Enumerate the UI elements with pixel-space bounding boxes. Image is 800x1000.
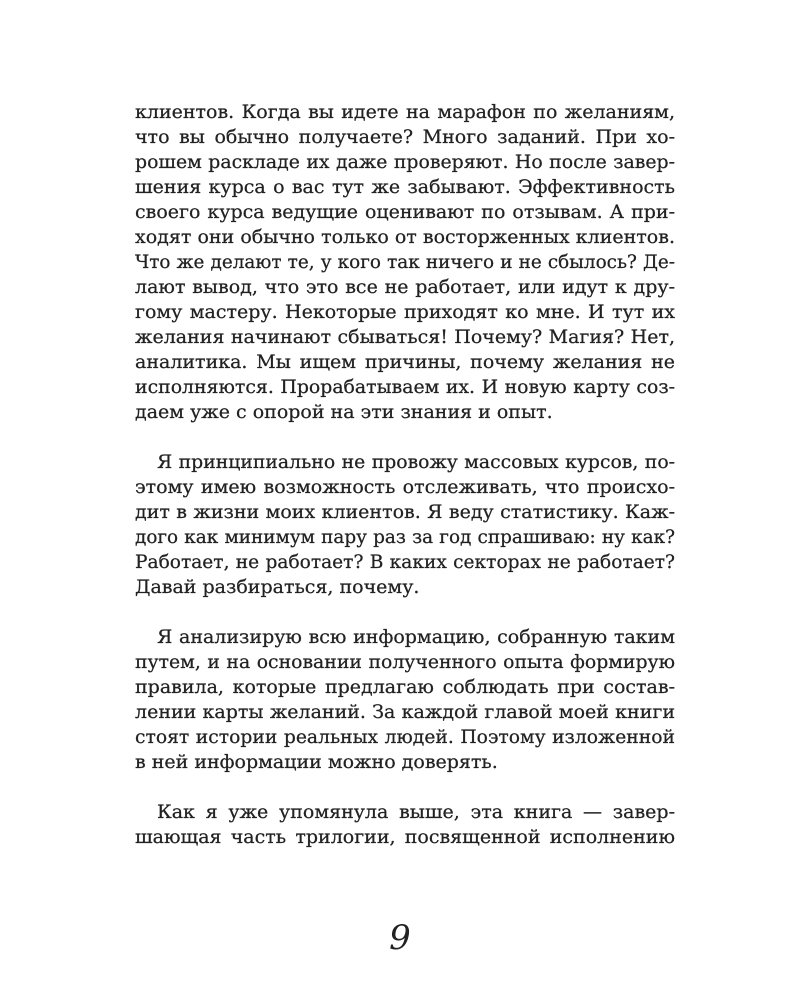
body-text <box>135 100 675 850</box>
text-line: шения курса о вас тут же забывают. Эффективность <box>135 176 675 198</box>
text-line: путем, и на основании полученного опыта формирую <box>135 652 675 673</box>
text-line: аналитика. Мы ищем причины, почему желания не <box>135 351 675 373</box>
text-line: желания начинают сбываться! Почему? Магия? Нет, <box>135 326 675 348</box>
paragraph-gap <box>135 425 675 450</box>
text-line: Я анализирую всю информацию, собранную таким <box>157 626 675 648</box>
paragraph-4 <box>135 800 675 850</box>
text-line: лении карты желаний. За каждой главой моей книги <box>135 701 675 723</box>
paragraph-1 <box>135 100 675 425</box>
paragraph-gap <box>135 600 675 625</box>
text-line: клиентов. Когда вы идете на марафон по желаниям, <box>135 101 675 123</box>
paragraph-2 <box>135 450 675 600</box>
text-line: Я принципиально не провожу массовых курсов, по- <box>157 452 675 473</box>
text-line: что вы обычно получаете? Много заданий. При хо- <box>135 126 675 148</box>
text-line: правила, которые предлагаю соблюдать при состав- <box>135 676 675 698</box>
text-line: дого как минимум пару раз за год спрашиваю: ну как? <box>135 527 675 548</box>
text-line: дит в жизни моих клиентов. Я веду статистику. Каж- <box>135 501 675 523</box>
text-line: ходят они обычно только от восторженных клиентов. <box>135 226 675 248</box>
paragraph-3 <box>135 625 675 775</box>
text-line: своего курса ведущие оценивают по отзывам. А при- <box>135 201 675 223</box>
text-line: гому мастеру. Некоторые приходят ко мне. И тут их <box>135 301 675 323</box>
text-line: стоят истории реальных людей. Поэтому изложенной <box>135 727 675 748</box>
paragraph-gap <box>135 775 675 800</box>
text-line: даем уже с опорой на эти знания и опыт. <box>135 401 553 423</box>
text-line: Давай разбираться, почему. <box>135 576 420 598</box>
text-line: Что же делают те, у кого так ничего и не сбылось? Де- <box>135 252 675 273</box>
page-number: 9 <box>389 918 411 958</box>
text-line: рошем раскладе их даже проверяют. Но после завер- <box>135 151 675 173</box>
text-line: шающая часть трилогии, посвященной исполнению <box>135 826 675 848</box>
text-line: этому имею возможность отслеживать, что происхо- <box>135 476 675 498</box>
text-line: Как я уже упомянула выше, эта книга — завер- <box>157 801 675 823</box>
text-line: в ней информации можно доверять. <box>135 751 498 773</box>
text-line: лают вывод, что это все не работает, или идут к дру- <box>135 276 675 298</box>
text-line: исполняются. Прорабатываем их. И новую карту соз- <box>135 376 675 398</box>
text-line: Работает, не работает? В каких секторах не работает? <box>135 552 675 573</box>
